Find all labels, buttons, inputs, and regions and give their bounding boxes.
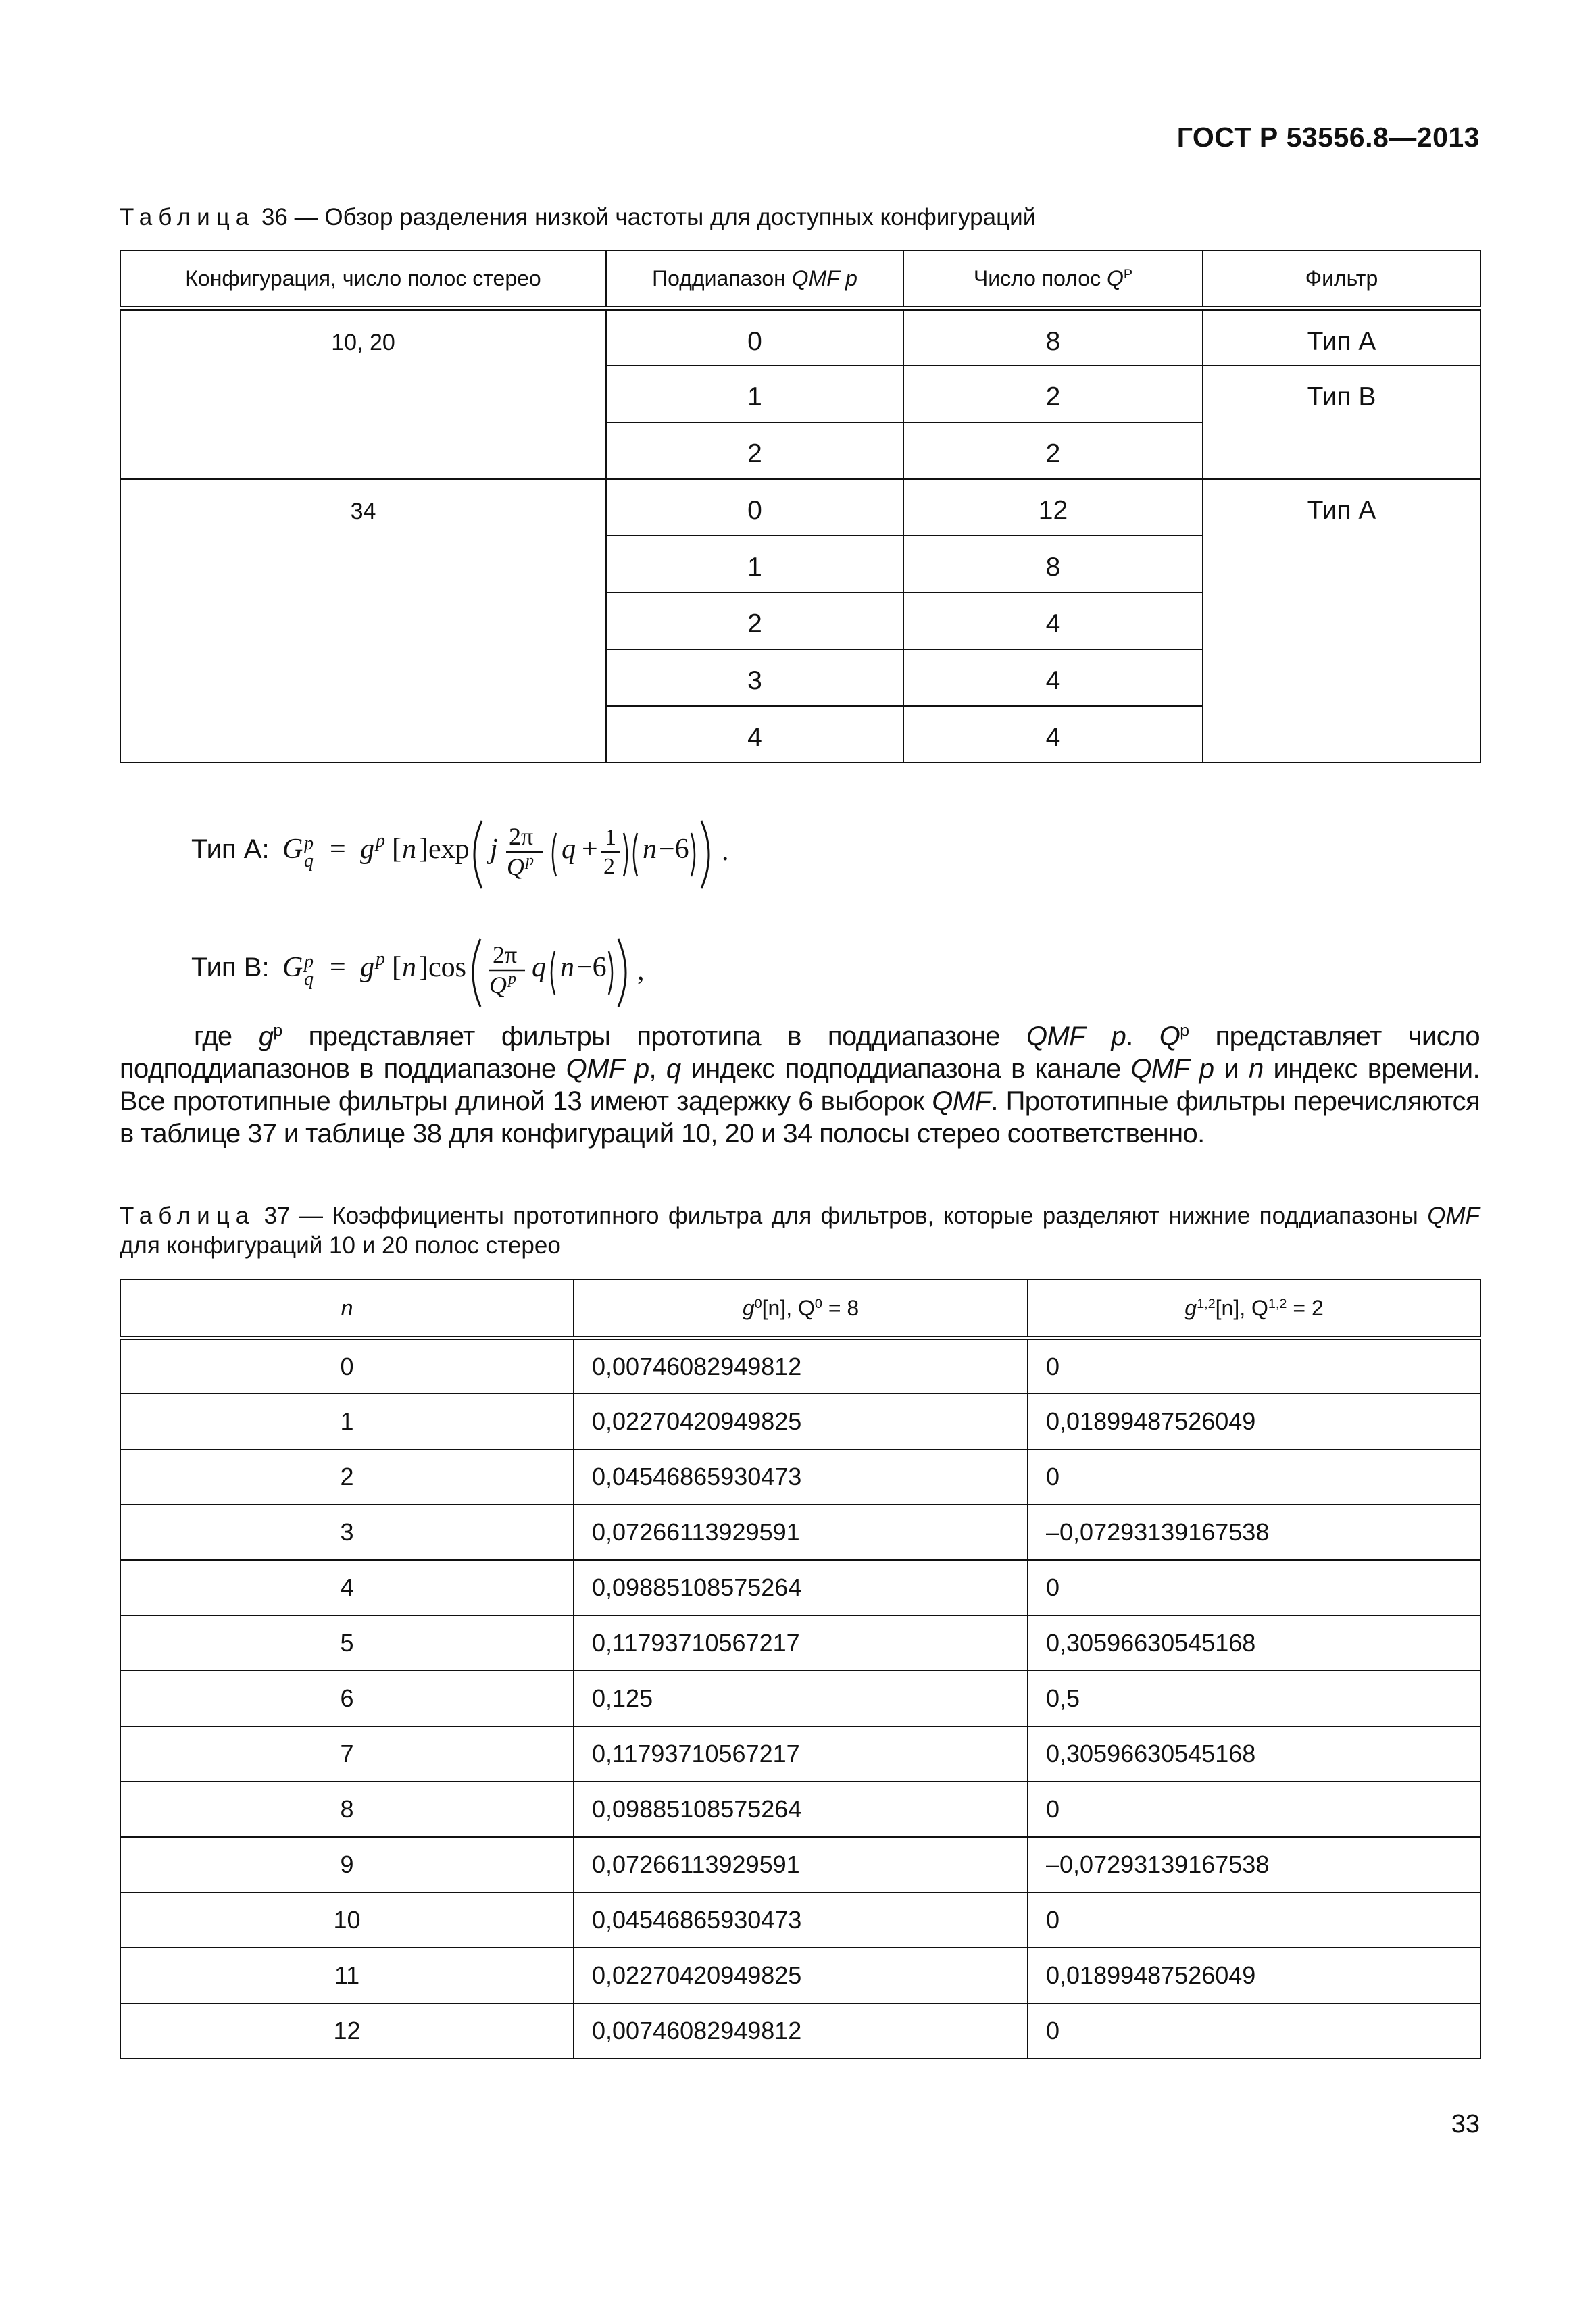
- header-g12-end: = 2: [1287, 1295, 1324, 1320]
- svg-text:.: .: [722, 836, 729, 867]
- table-row: [120, 1505, 1480, 1560]
- g12-cell: 0: [1028, 1560, 1480, 1615]
- table-row: [120, 1615, 1480, 1671]
- n-cell: 2: [120, 1449, 574, 1505]
- g12-cell: 0: [1028, 2003, 1480, 2059]
- svg-text:j: j: [490, 834, 498, 865]
- svg-text:[: [: [392, 834, 401, 865]
- symbol-qmf-p: QMF p: [1130, 1054, 1214, 1084]
- paragraph-text: ,: [649, 1054, 666, 1084]
- header-g0-end: = 8: [822, 1295, 859, 1320]
- table-row: [120, 1948, 1480, 2003]
- svg-text:]cos: ]cos: [419, 952, 466, 983]
- g12-cell: 0: [1028, 1782, 1480, 1837]
- header-g0-text: [n], Q: [762, 1295, 815, 1320]
- page-number: 33: [1451, 2110, 1480, 2138]
- g0-cell: 0,07266113929591: [574, 1837, 1028, 1892]
- formula-type-b: [191, 926, 799, 1020]
- g0-cell: 0,02270420949825: [574, 1948, 1028, 2003]
- symbol-qmf: QMF: [932, 1086, 991, 1116]
- header-g0-symbol: g: [742, 1295, 755, 1320]
- g0-cell: 0,11793710567217: [574, 1726, 1028, 1782]
- svg-text:,: ,: [637, 955, 645, 986]
- svg-text:=: =: [330, 834, 346, 865]
- svg-text:p: p: [376, 830, 385, 851]
- band-count-cell: 8: [903, 309, 1203, 366]
- subband-cell: 1: [606, 366, 903, 422]
- svg-text:p: p: [376, 949, 385, 970]
- g0-cell: 0,07266113929591: [574, 1505, 1028, 1560]
- svg-text:G: G: [282, 834, 303, 865]
- config-cell: 34: [120, 479, 606, 763]
- paragraph-text: . Прототипные фильтры перечисляются в таблице 37 и таблице 38 для конфигураций 10, 20 и 34 полосы стерео соответственно.: [120, 1086, 1480, 1149]
- caption-word: Таблица: [120, 204, 255, 230]
- paragraph-text: где: [194, 1022, 259, 1051]
- caption-word: Таблица: [120, 1203, 255, 1229]
- table-row: [120, 2003, 1480, 2059]
- g12-cell: 0,30596630545168: [1028, 1615, 1480, 1671]
- header-g0: [574, 1280, 1028, 1338]
- paragraph-text: .: [1126, 1022, 1159, 1051]
- g0-cell: 0,11793710567217: [574, 1615, 1028, 1671]
- table-37: [120, 1279, 1481, 2059]
- header-g12-symbol: g: [1184, 1295, 1197, 1320]
- n-cell: 4: [120, 1560, 574, 1615]
- header-count-label: Число полос: [973, 266, 1101, 291]
- paragraph-text: индекс времени. Все прототипные фильтры длиной 13 имеют задержку 6 выборок: [120, 1054, 1480, 1116]
- svg-text:2π: 2π: [493, 941, 518, 968]
- svg-text:1: 1: [605, 825, 616, 850]
- g0-cell: 0,125: [574, 1671, 1028, 1726]
- table-row: [120, 1782, 1480, 1837]
- svg-text:n: n: [560, 952, 574, 983]
- subband-cell: 1: [606, 536, 903, 593]
- table-row: [120, 1449, 1480, 1505]
- header-count-sup: P: [1123, 267, 1133, 282]
- header-g0-sup2: 0: [814, 1296, 822, 1311]
- subband-cell: 4: [606, 706, 903, 763]
- formula-a-label: Тип A:: [191, 834, 270, 864]
- svg-text:+: +: [582, 834, 598, 865]
- header-band-count: [903, 251, 1203, 309]
- header-g0-sup: 0: [754, 1296, 762, 1311]
- formula-b-label: Тип B:: [191, 953, 270, 982]
- n-cell: 9: [120, 1837, 574, 1892]
- subband-cell: 0: [606, 309, 903, 366]
- table-row: [120, 1892, 1480, 1948]
- subband-cell: 2: [606, 422, 903, 479]
- symbol-qmf-p: QMF p: [1026, 1022, 1126, 1051]
- svg-text:g: g: [360, 834, 374, 865]
- svg-text:G: G: [282, 952, 303, 983]
- caption-text: 36 — Обзор разделения низкой частоты для доступных конфигураций: [261, 204, 1037, 230]
- band-count-cell: 12: [903, 479, 1203, 536]
- svg-text:2: 2: [603, 854, 615, 879]
- paragraph-text: индекс подподдиапазона в канале: [680, 1054, 1131, 1084]
- table-36-caption: [120, 203, 1036, 232]
- symbol-n: n: [1248, 1054, 1264, 1084]
- header-g12: [1028, 1280, 1480, 1338]
- table-header-row: [120, 251, 1480, 309]
- svg-text:n: n: [402, 952, 416, 983]
- formula-type-a-graphic: [191, 807, 799, 895]
- filter-cell: Тип B: [1203, 366, 1480, 479]
- g12-cell: –0,07293139167538: [1028, 1837, 1480, 1892]
- n-cell: 10: [120, 1892, 574, 1948]
- caption-text: для конфигураций 10 и 20 полос стерео: [120, 1232, 561, 1259]
- paragraph-text: представляет фильтры прототипа в поддиапазоне: [282, 1022, 1027, 1051]
- formula-type-a: [191, 807, 799, 902]
- table-row: [120, 1394, 1480, 1449]
- table-row: [120, 479, 1480, 536]
- n-cell: 0: [120, 1338, 574, 1394]
- band-count-cell: 2: [903, 366, 1203, 422]
- config-cell: 10, 20: [120, 309, 606, 479]
- header-subband-qmf: QMF p: [791, 266, 857, 291]
- header-count-symbol: Q: [1106, 266, 1124, 291]
- table-row: [120, 1560, 1480, 1615]
- header-n: [120, 1280, 574, 1338]
- svg-text:n: n: [643, 834, 657, 865]
- formula-type-b-graphic: [191, 926, 799, 1013]
- svg-text:p: p: [526, 852, 534, 870]
- g0-cell: 0,02270420949825: [574, 1394, 1028, 1449]
- n-cell: 8: [120, 1782, 574, 1837]
- svg-text:−6: −6: [576, 952, 607, 983]
- svg-text:Q: Q: [489, 972, 507, 999]
- svg-text:q: q: [562, 834, 576, 865]
- n-cell: 3: [120, 1505, 574, 1560]
- g0-cell: 0,09885108575264: [574, 1560, 1028, 1615]
- table-row: [120, 1726, 1480, 1782]
- g0-cell: 0,09885108575264: [574, 1782, 1028, 1837]
- table-row: [120, 1671, 1480, 1726]
- table-header-row: [120, 1280, 1480, 1338]
- g0-cell: 0,00746082949812: [574, 1338, 1028, 1394]
- g12-cell: 0: [1028, 1338, 1480, 1394]
- g12-cell: 0: [1028, 1892, 1480, 1948]
- symbol-q-index: q: [666, 1054, 681, 1084]
- svg-text:]exp: ]exp: [419, 834, 470, 865]
- svg-text:n: n: [402, 834, 416, 865]
- table-37-caption: [120, 1201, 1480, 1261]
- paragraph-text: и: [1214, 1054, 1249, 1084]
- table-36: [120, 250, 1481, 763]
- svg-text:p: p: [304, 833, 314, 854]
- g0-cell: 0,04546865930473: [574, 1449, 1028, 1505]
- band-count-cell: 4: [903, 649, 1203, 706]
- header-g12-text: [n], Q: [1215, 1295, 1268, 1320]
- g12-cell: 0,01899487526049: [1028, 1948, 1480, 2003]
- svg-text:q: q: [304, 969, 314, 990]
- header-subband: [606, 251, 903, 309]
- svg-text:[: [: [392, 952, 401, 983]
- g12-cell: 0,5: [1028, 1671, 1480, 1726]
- n-cell: 11: [120, 1948, 574, 2003]
- n-cell: 1: [120, 1394, 574, 1449]
- svg-text:p: p: [508, 970, 516, 988]
- subband-cell: 3: [606, 649, 903, 706]
- g12-cell: –0,07293139167538: [1028, 1505, 1480, 1560]
- band-count-cell: 2: [903, 422, 1203, 479]
- svg-text:q: q: [532, 952, 546, 983]
- g0-cell: 0,04546865930473: [574, 1892, 1028, 1948]
- band-count-cell: 4: [903, 706, 1203, 763]
- symbol-q: Q: [1159, 1022, 1180, 1051]
- filter-cell: Тип A: [1203, 479, 1480, 763]
- n-cell: 12: [120, 2003, 574, 2059]
- svg-text:2π: 2π: [509, 823, 534, 850]
- symbol-q-sup: p: [1180, 1022, 1189, 1040]
- g12-cell: 0,30596630545168: [1028, 1726, 1480, 1782]
- filter-cell: Тип A: [1203, 309, 1480, 366]
- g12-cell: 0: [1028, 1449, 1480, 1505]
- n-cell: 7: [120, 1726, 574, 1782]
- table-row: [120, 1338, 1480, 1394]
- header-g12-sup2: 1,2: [1268, 1296, 1287, 1311]
- table-row: [120, 1837, 1480, 1892]
- header-g12-sup: 1,2: [1197, 1296, 1216, 1311]
- subband-cell: 0: [606, 479, 903, 536]
- paragraph-text: представляет число подподдиапазонов в поддиапазоне: [120, 1022, 1480, 1084]
- header-config: Конфигурация, число полос стерео: [120, 251, 606, 309]
- svg-text:Q: Q: [507, 853, 524, 880]
- subband-cell: 2: [606, 593, 903, 649]
- svg-text:p: p: [304, 951, 314, 972]
- svg-text:g: g: [360, 952, 374, 983]
- band-count-cell: 4: [903, 593, 1203, 649]
- g12-cell: 0,01899487526049: [1028, 1394, 1480, 1449]
- explanatory-paragraph: [120, 1020, 1480, 1150]
- table-row: [120, 309, 1480, 366]
- header-filter: Фильтр: [1203, 251, 1480, 309]
- symbol-g: g: [258, 1022, 274, 1051]
- svg-text:q: q: [304, 851, 314, 872]
- standard-code: ГОСТ Р 53556.8—2013: [1176, 122, 1480, 153]
- header-n-symbol: n: [341, 1295, 353, 1320]
- symbol-qmf-p: QMF p: [566, 1054, 649, 1084]
- header-subband-label: Поддиапазон: [652, 266, 786, 291]
- band-count-cell: 8: [903, 536, 1203, 593]
- symbol-g-sup: p: [273, 1022, 282, 1040]
- g0-cell: 0,00746082949812: [574, 2003, 1028, 2059]
- n-cell: 6: [120, 1671, 574, 1726]
- caption-qmf: QMF: [1427, 1203, 1480, 1229]
- n-cell: 5: [120, 1615, 574, 1671]
- caption-text: 37 — Коэффициенты прототипного фильтра для фильтров, которые разделяют нижние поддиапазоны: [264, 1203, 1428, 1229]
- svg-text:=: =: [330, 952, 346, 983]
- svg-text:−6: −6: [659, 834, 689, 865]
